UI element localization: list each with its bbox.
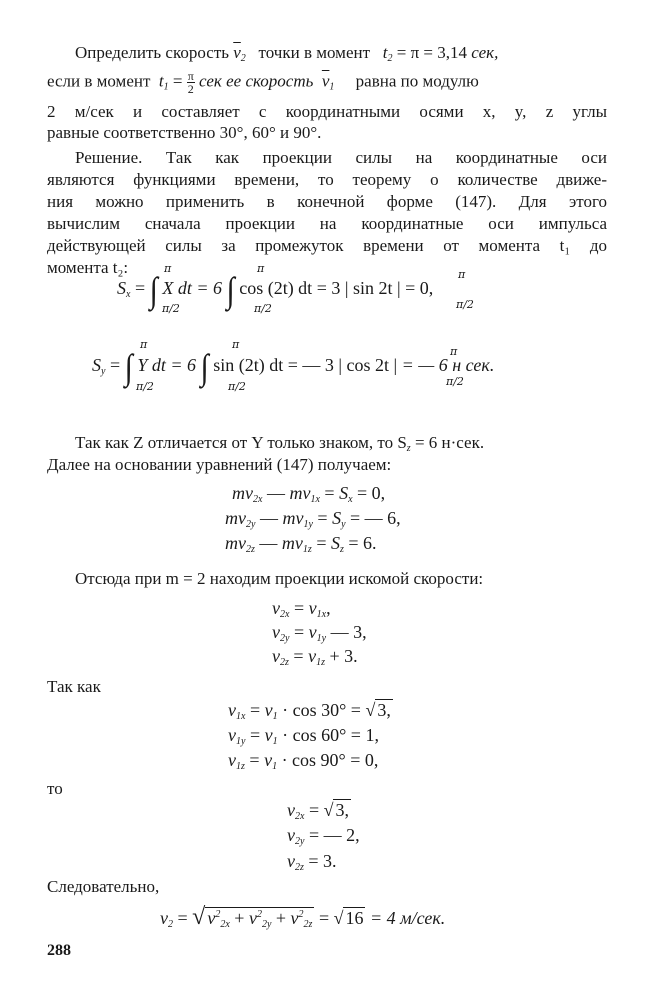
middle-line-2: Далее на основании уравнений (147) получаем: — [47, 455, 392, 474]
middle-line-1: Так как Z отличается от Y только знаком, то $S_z = 6$ н·сек. — [75, 433, 485, 454]
intro-line-2: если в момент $t_1$ = $\frac{\pi}{2}$ сек ее скорость $\overline{v}_1$ равна по модулю — [47, 69, 479, 96]
result-eq-x: $v_{2x}$ = √ 3, — [287, 800, 349, 822]
result-eq-z: $v_{2z} = 3$. — [287, 851, 337, 873]
momentum-eq-z: $mv_{2z}$ — $mv_{1z} = S_z = 6$. — [225, 533, 377, 555]
result-eq-y: $v_{2y}$ = — 2, — [287, 825, 360, 847]
intro-line-3: 2 м/сек и составляет с координатными осями x, y, z углы — [47, 102, 607, 121]
momentum-eq-y: $mv_{2y}$ — $mv_{1y} = S_y$ = — 6, — [225, 508, 401, 530]
sx-upper-limit-2: π — [257, 262, 265, 275]
integral-sx: $S_x$ = ∫ X dt = 6 ∫ cos (2t) dt = 3 | sin 2t | = 0, — [117, 270, 434, 311]
therefore-label: Следовательно, — [47, 877, 160, 896]
sy-lower-limit-1: π/2 — [136, 380, 154, 393]
page-number: 288 — [47, 942, 71, 959]
solution-line-4: вычислим сначала проекции на координатные оси импульса — [47, 214, 607, 233]
integral-sy: $S_y$ = ∫ Y dt = 6 ∫ sin (2t) dt = — 3 | cos 2t | = — 6 н сек. — [92, 347, 495, 388]
momentum-eq-x: $mv_{2x}$ — $mv_{1x} = S_x = 0$, — [232, 483, 386, 505]
projection-eq-z: $v_{1z} = v_1 \cdot \cos 90^\circ = 0$, — [228, 750, 379, 772]
solution-line-3: ния можно применить в конечной форме (147). Для этого — [47, 192, 607, 211]
solution-line-2: являются функциями времени, то теорему о количестве движе- — [47, 170, 607, 189]
sy-eval-lower: π/2 — [446, 375, 464, 388]
velocity-eq-x: $v_{2x} = v_{1x}$, — [272, 598, 331, 620]
final-speed-eq: $v_2$ = √ $v^2_{2x} + v^2_{2y} + v^2_{2z}$ = √ 16 = 4 м/сек. — [160, 904, 446, 930]
projection-eq-x: $v_{1x} = v_1 \cdot \cos 30^\circ$ = √ 3, — [228, 700, 391, 722]
solution-line-6: момента t₂: — [47, 258, 129, 277]
sy-eval-upper: π — [450, 345, 458, 358]
sy-upper-limit-1: π — [140, 338, 148, 351]
velocity-eq-z: $v_{2z} = v_{1z} + 3$. — [272, 646, 358, 668]
solution-line-5: действующей силы за промежуток времени от момента t₁ до — [47, 236, 607, 255]
velocity-eq-y: $v_{2y} = v_{1y}$ — 3, — [272, 622, 367, 644]
sx-upper-limit-1: π — [164, 262, 172, 275]
sy-lower-limit-2: π/2 — [228, 380, 246, 393]
then-label: то — [47, 779, 63, 798]
sx-lower-limit-1: π/2 — [162, 302, 180, 315]
intro-line-1: Определить скорость $\overline{v}_2$ точки в момент $t_2 = \pi = 3,14$ сек, — [75, 43, 499, 64]
sx-lower-limit-2: π/2 — [254, 302, 272, 315]
projection-eq-y: $v_{1y} = v_1 \cdot \cos 60^\circ = 1$, — [228, 725, 379, 747]
sx-eval-upper: π — [458, 268, 466, 281]
intro-line-4: равные соответственно 30°, 60° и 90°. — [47, 123, 322, 142]
sx-eval-lower: π/2 — [456, 298, 474, 311]
middle-line-3: Отсюда при m = 2 находим проекции искомой скорости: — [75, 569, 484, 588]
sy-upper-limit-2: π — [232, 338, 240, 351]
since-label: Так как — [47, 677, 101, 696]
solution-line-1: Решение. Так как проекции силы на координатные оси — [75, 148, 607, 167]
